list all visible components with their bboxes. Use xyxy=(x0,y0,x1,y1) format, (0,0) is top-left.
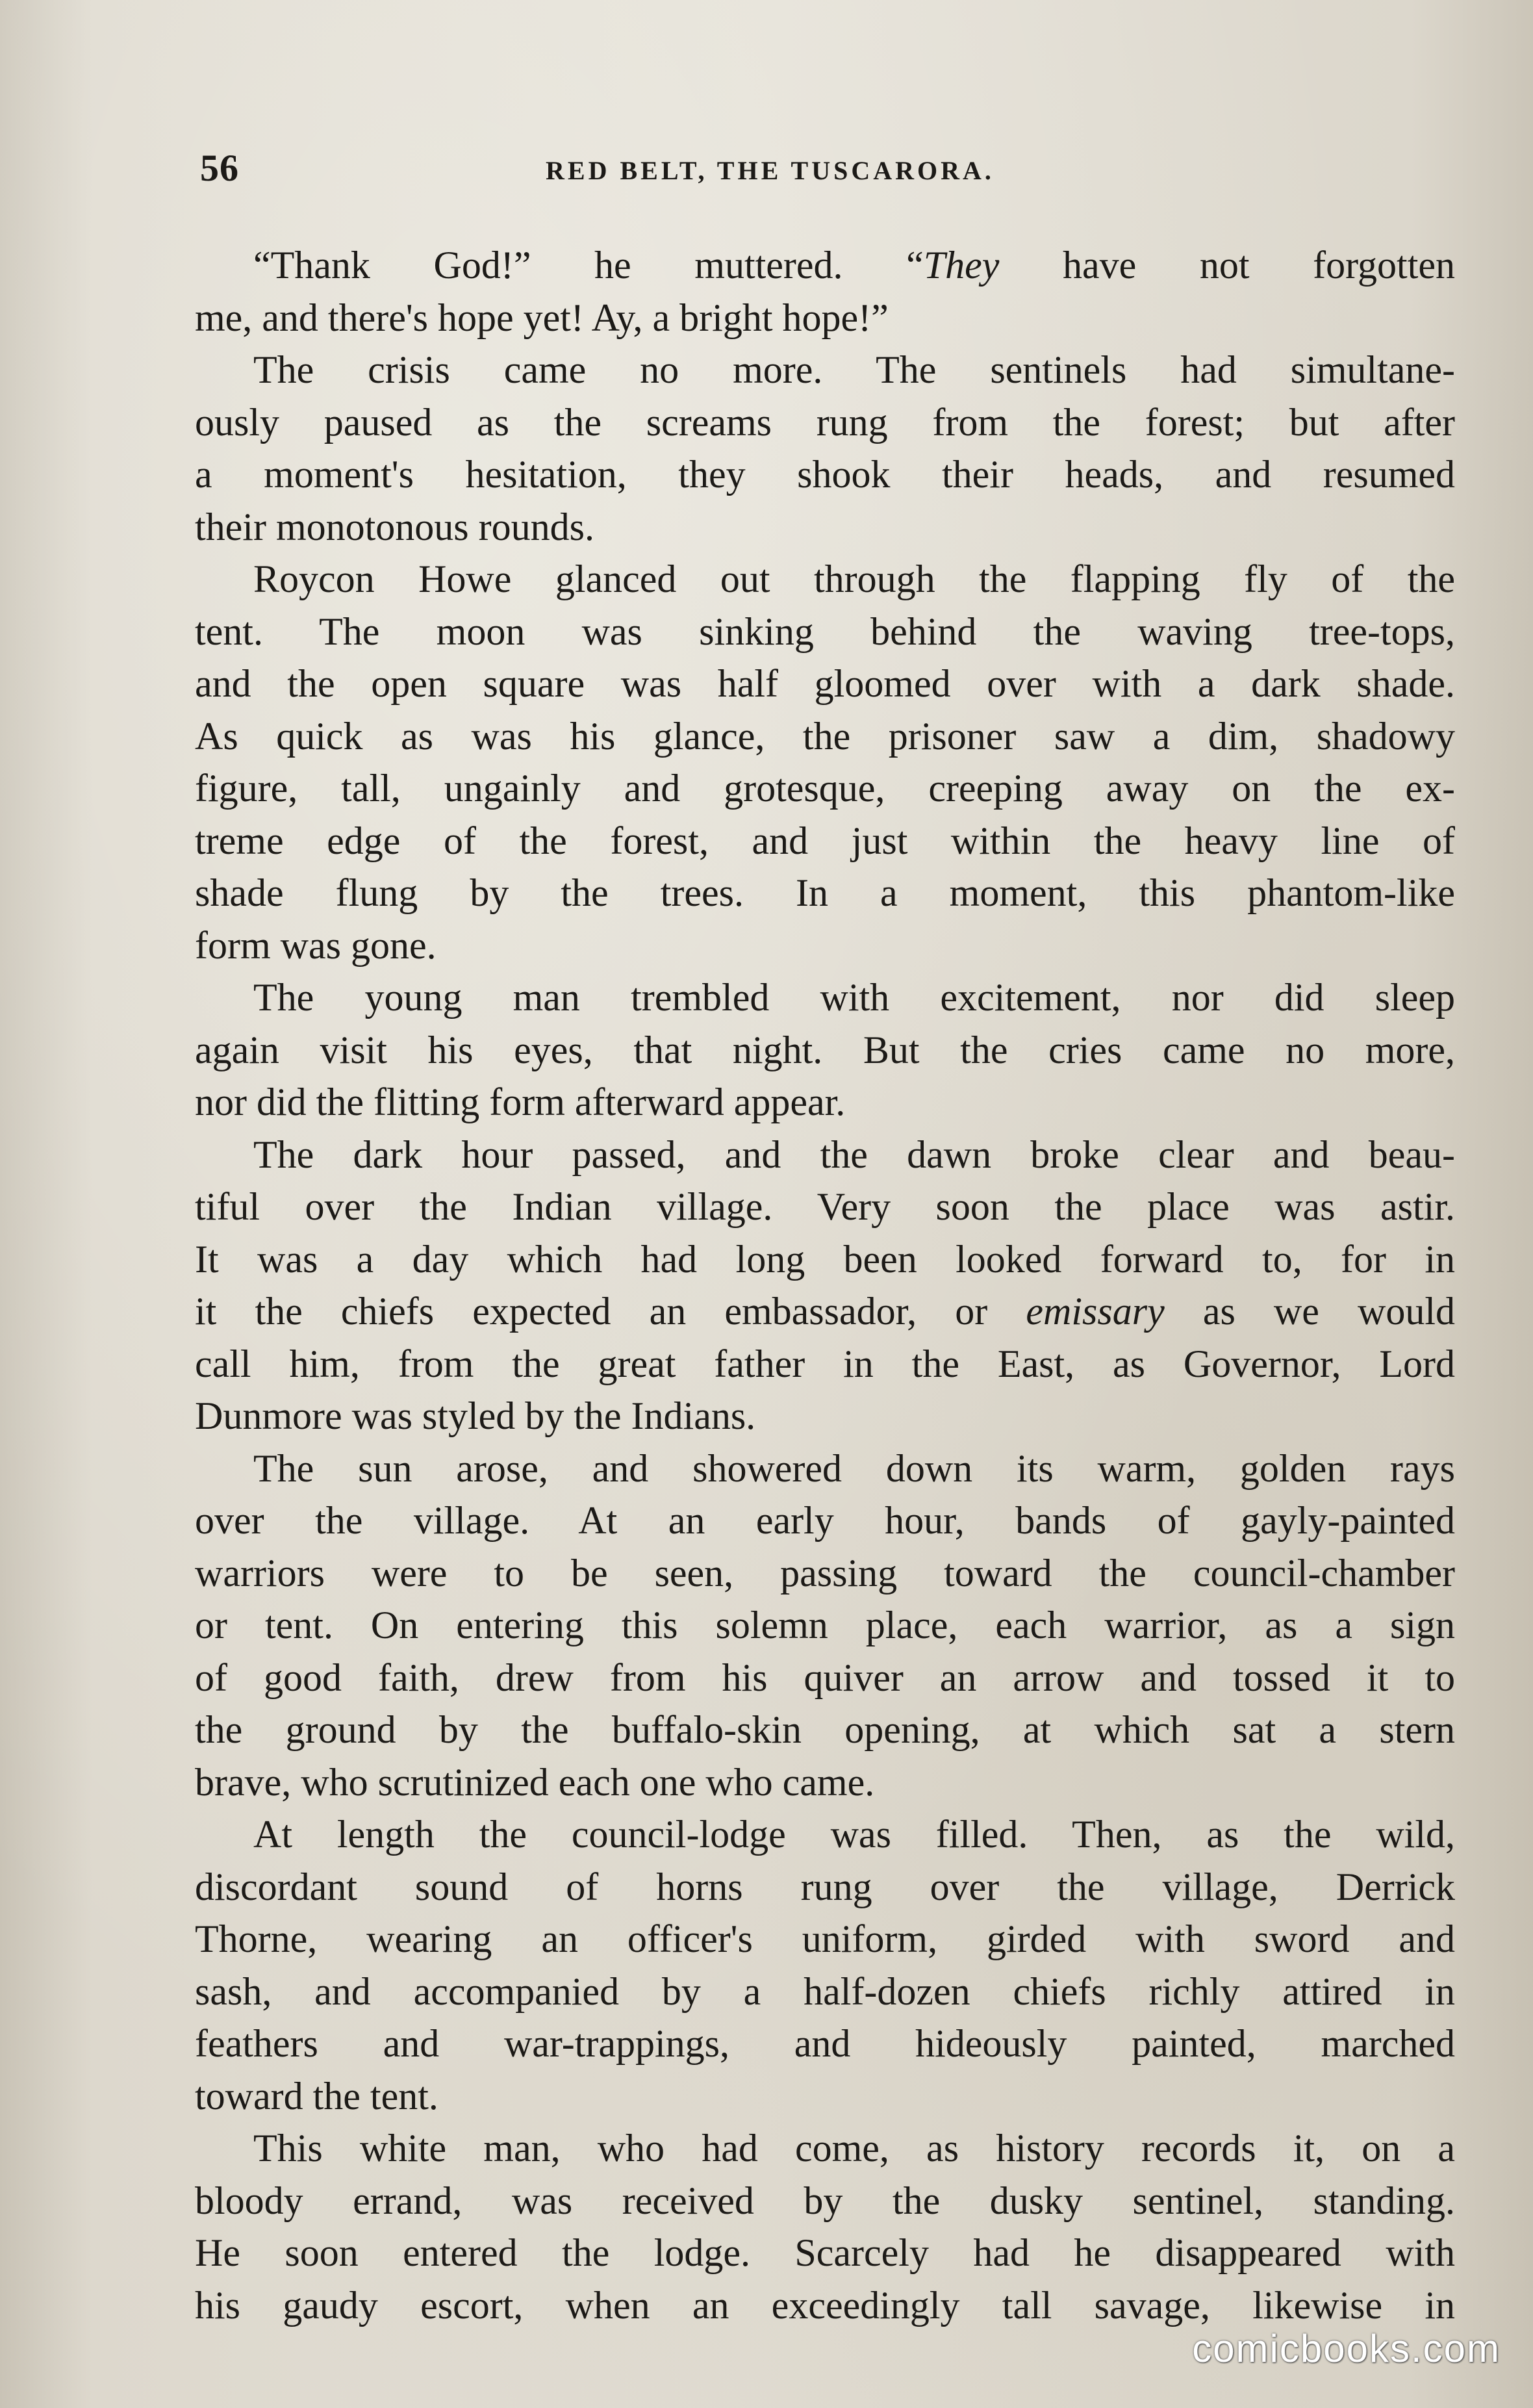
text-line: or tent. On entering this solemn place, each warrior, as a sign xyxy=(195,1604,1455,1646)
text-line: over the village. At an early hour, bands of gayly-painted xyxy=(195,1499,1455,1542)
text-line: It was a day which had long been looked forward to, for in xyxy=(195,1237,1455,1281)
text-line: figure, tall, ungainly and grotesque, creeping away on the ex- xyxy=(195,767,1455,810)
text-line: “Thank God!” he muttered. “They have not forgotten xyxy=(253,244,1456,287)
italic-word: They xyxy=(923,244,1000,287)
text-line: Roycon Howe glanced out through the flapping fly of the xyxy=(253,557,1455,600)
text-line: tent. The moon was sinking behind the waving tree-tops, xyxy=(195,609,1455,653)
text-line: call him, from the great father in the East, as Governor, Lord xyxy=(195,1342,1455,1385)
text-line: feathers and war-trappings, and hideously painted, marched xyxy=(195,2022,1455,2065)
text-line: toward the tent. xyxy=(195,2074,438,2118)
text-line: discordant sound of horns rung over the village, Derrick xyxy=(195,1865,1455,1908)
text-line: The sun arose, and showered down its warm, golden rays xyxy=(253,1446,1455,1490)
text-line: This white man, who had come, as history records it, on a xyxy=(253,2127,1455,2170)
text-line: warriors were to be seen, passing toward the council-chamber xyxy=(195,1551,1455,1595)
text-line: He soon entered the lodge. Scarcely had he disappeared with xyxy=(195,2231,1455,2274)
text-line: the ground by the buffalo-skin opening, at which sat a stern xyxy=(195,1708,1455,1751)
text-line: Dunmore was styled by the Indians. xyxy=(195,1394,756,1437)
text-line: brave, who scrutinized each one who came. xyxy=(195,1760,875,1804)
text-line: his gaudy escort, when an exceedingly tall savage, likewise in xyxy=(195,2283,1455,2327)
text-line: At length the council-lodge was filled. Then, as the wild, xyxy=(253,1813,1455,1856)
text-line: tiful over the Indian village. Very soon the place was astir. xyxy=(195,1185,1455,1228)
text-line: their monotonous rounds. xyxy=(195,505,594,548)
text-line: again visit his eyes, that night. But the cries came no more, xyxy=(195,1028,1455,1071)
text-line: shade flung by the trees. In a moment, this phantom-like xyxy=(195,871,1455,914)
text-line: nor did the flitting form afterward appear. xyxy=(195,1081,846,1123)
text-line: of good faith, drew from his quiver an arrow and tossed it to xyxy=(195,1656,1455,1699)
text-line: bloody errand, was received by the dusky sentinel, standing. xyxy=(195,2179,1455,2222)
text-line: The young man trembled with excitement, nor did sleep xyxy=(253,976,1455,1019)
text-line: As quick as was his glance, the prisoner saw a dim, shadowy xyxy=(195,714,1455,758)
text-line: a moment's hesitation, they shook their heads, and resumed xyxy=(195,453,1455,496)
running-head: RED BELT, THE TUSCARORA. xyxy=(546,156,995,185)
text-line: treme edge of the forest, and just within the heavy line of xyxy=(195,819,1455,862)
text-line: me, and there's hope yet! Ay, a bright hope!” xyxy=(195,296,889,339)
text-line: The dark hour passed, and the dawn broke clear and beau- xyxy=(253,1133,1455,1176)
text-line: form was gone. xyxy=(195,923,437,967)
watermark-text: comicbooks.com xyxy=(1192,2327,1501,2370)
page-number: 56 xyxy=(200,147,239,189)
text-line: Thorne, wearing an officer's uniform, girded with sword and xyxy=(195,1917,1455,1960)
page-header xyxy=(195,146,1468,198)
italic-word: emissary xyxy=(1026,1290,1165,1333)
text-line: and the open square was half gloomed over with a dark shade. xyxy=(195,662,1455,705)
text-line: ously paused as the screams rung from the forest; but after xyxy=(195,400,1455,444)
text-line: it the chiefs expected an embassador, or emissary as we would xyxy=(195,1290,1456,1333)
text-line: The crisis came no more. The sentinels had simultane- xyxy=(253,348,1455,391)
text-line: sash, and accompanied by a half-dozen chiefs richly attired in xyxy=(195,1969,1455,2013)
body-text xyxy=(195,239,1456,2327)
